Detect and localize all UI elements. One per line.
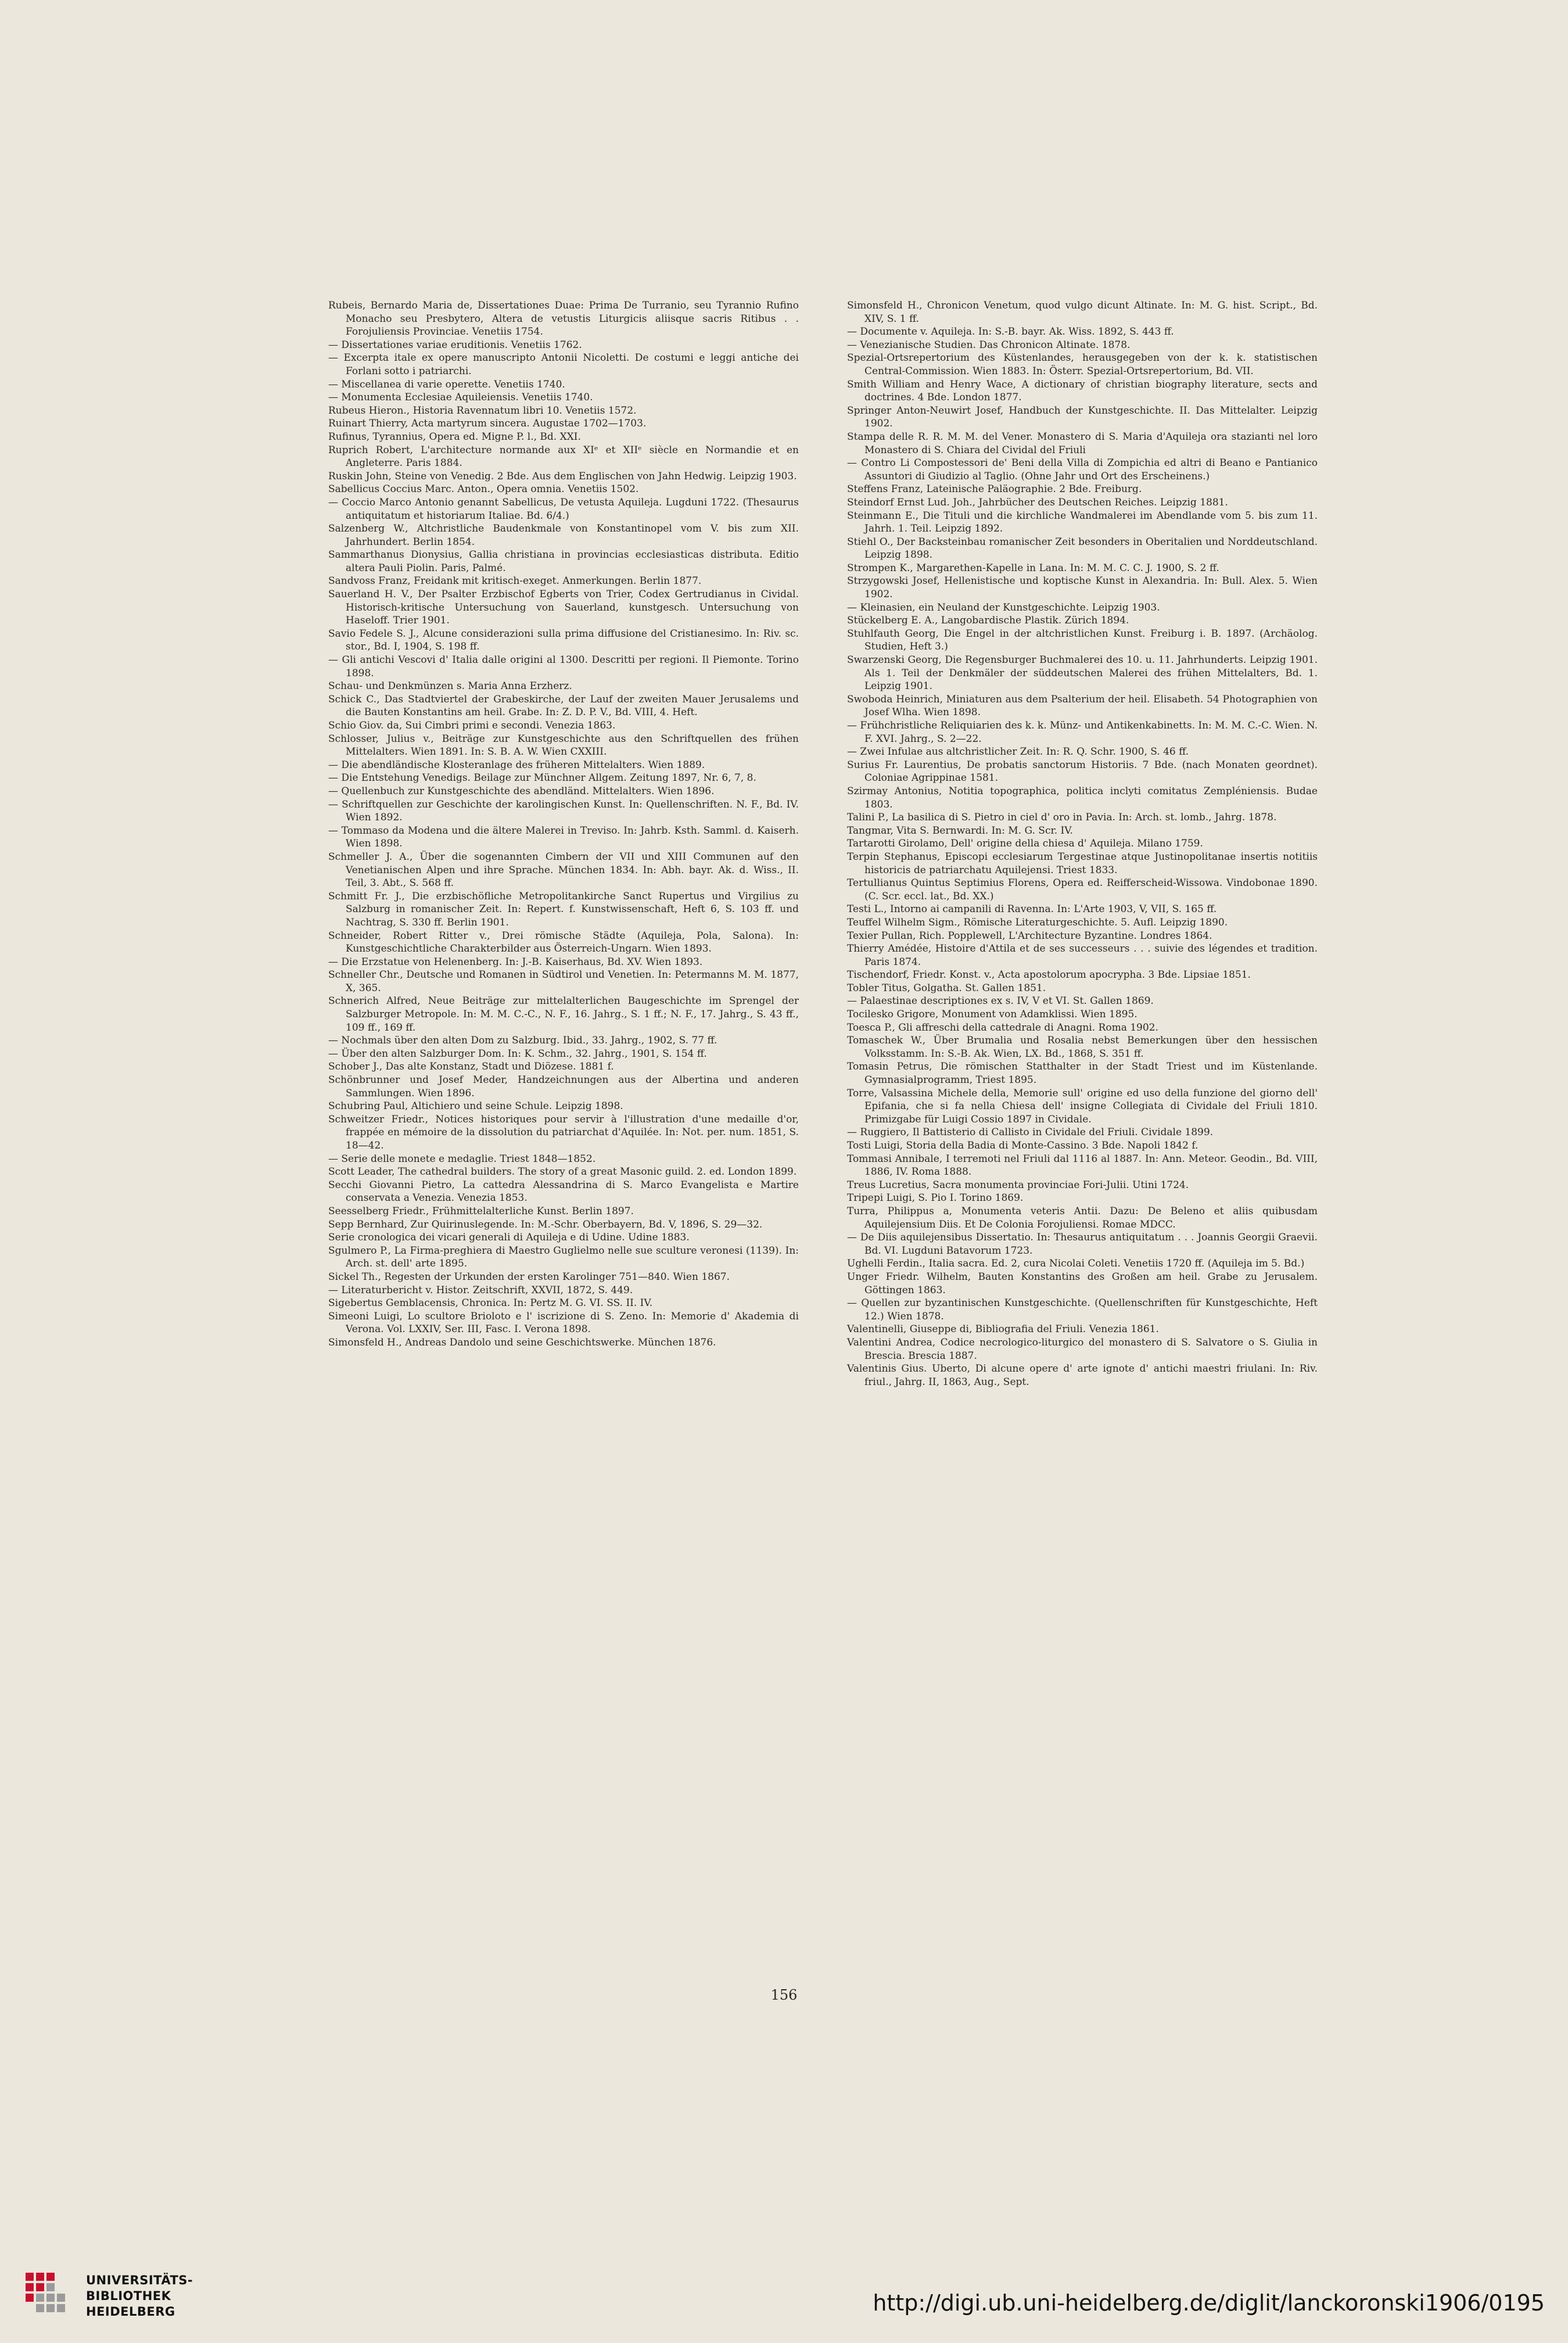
bibliography-entry: Talini P., La basilica di S. Pietro in ciel d' oro in Pavia. In: Arch. st. lomb., Jahrg. 1878. bbox=[847, 812, 1277, 824]
bibliography-entry: — Kleinasien, ein Neuland der Kunstgeschichte. Leipzig 1903. bbox=[847, 601, 1160, 613]
bibliography-entry: — Zwei Infulae aus altchristlicher Zeit. In: R. Q. Schr. 1900, S. 46 ff. bbox=[847, 746, 1189, 758]
bibliography-entry: Strzygowski Josef, Hellenistische und koptische Kunst in Alexandria. In: Bull. Alex. 5. Wien 1902. bbox=[847, 575, 1318, 601]
bibliography-entry: Rubeis, Bernardo Maria de, Dissertationes Duae: Prima De Turranio, seu Tyrannio Rufino Monacho seu Presbytero, Altera de vetustis Liturgicis aliisque sacris Ritibus . . Forojuliensis Provinciae. Venetiis 1754. bbox=[328, 300, 799, 338]
bibliography-entry: Torre, Valsassina Michele della, Memorie sull' origine ed uso della funzione del giorno dell' Epifania, che si fa nella Chiesa dell' insigne Collegiata di Cividale del Friuli 1810. Primizgabe für Luigi Cossio 1897 in Cividale. bbox=[847, 1087, 1318, 1125]
bibliography-entry: — De Diis aquilejensibus Dissertatio. In: Thesaurus antiquitatum . . . Joannis Georgii Graevii. Bd. VI. Lugduni Batavorum 1723. bbox=[847, 1232, 1318, 1257]
bibliography-entry: — Schriftquellen zur Geschichte der karolingischen Kunst. In: Quellenschriften. N. F., Bd. IV. Wien 1892. bbox=[328, 798, 799, 824]
bibliography-entry: Tangmar, Vita S. Bernwardi. In: M. G. Scr. IV. bbox=[847, 824, 1073, 837]
bibliography-entry: — Tommaso da Modena und die ältere Malerei in Treviso. In: Jahrb. Ksth. Samml. d. Kaiserh. Wien 1898. bbox=[328, 824, 799, 850]
bibliography-entry: — Über den alten Salzburger Dom. In: K. Schm., 32. Jahrg., 1901, S. 154 ff. bbox=[328, 1047, 707, 1060]
bibliography-entry: Surius Fr. Laurentius, De probatis sanctorum Historiis. 7 Bde. (nach Monaten geordnet). Coloniae Agrippinae 1581. bbox=[847, 759, 1318, 784]
bibliography-entry: Schober J., Das alte Konstanz, Stadt und Diözese. 1881 f. bbox=[328, 1061, 614, 1073]
bibliography-entry: Sepp Bernhard, Zur Quirinuslegende. In: M.-Schr. Oberbayern, Bd. V, 1896, S. 29—32. bbox=[328, 1218, 763, 1230]
bibliography-entry: — Die Erzstatue von Helenenberg. In: J.-B. Kaiserhaus, Bd. XV. Wien 1893. bbox=[328, 956, 703, 968]
bibliography-entry: Treus Lucretius, Sacra monumenta provinciae Fori-Julii. Utini 1724. bbox=[847, 1179, 1189, 1191]
bibliography-entry: Schnerich Alfred, Neue Beiträge zur mittelalterlichen Baugeschichte im Sprengel der Salzburger Metropole. In: M. M. C.-C., N. F., 16. Jahrg., S. 1 ff.; N. F., 17. Jahrg., S. 43 ff., 109 ff., 169 ff. bbox=[328, 995, 799, 1034]
bibliography-entry: Sauerland H. V., Der Psalter Erzbischof Egberts von Trier, Codex Gertrudianus in Cividal. Historisch-kritische Untersuchung von Sauerland, kunstgesch. Untersuchung von Haseloff. Trier 1901. bbox=[328, 589, 799, 627]
bibliography-entry: Swoboda Heinrich, Miniaturen aus dem Psalterium der heil. Elisabeth. 54 Photographien von Josef Wlha. Wien 1898. bbox=[847, 693, 1318, 719]
bibliography-entry: — Venezianische Studien. Das Chronicon Altinate. 1878. bbox=[847, 339, 1131, 351]
bibliography-entry: Swarzenski Georg, Die Regensburger Buchmalerei des 10. u. 11. Jahrhunderts. Leipzig 1901. Als 1. Teil der Denkmäler der süddeutschen Malerei des frühen Mittelalters, Bd. 1. Leipzig 1901. bbox=[847, 654, 1318, 693]
bibliography-entry: — Coccio Marco Antonio genannt Sabellicus, De vetusta Aquileja. Lugduni 1722. (Thesaurus antiquitatum et historiarum Italiae. Bd. 6/4.) bbox=[328, 496, 799, 522]
bibliography-entry: Turra, Philippus a, Monumenta veteris Antii. Dazu: De Beleno et aliis quibusdam Aquilejensium Diis. Et De Colonia Forojuliensi. Romae MDCC. bbox=[847, 1205, 1318, 1230]
logo-line-3: HEIDELBERG bbox=[86, 2305, 175, 2319]
bibliography-entry: Schau- und Denkmünzen s. Maria Anna Erzherz. bbox=[328, 680, 572, 693]
bibliography-entry: Schick C., Das Stadtviertel der Grabeskirche, der Lauf der zweiten Mauer Jerusalems und die Bauten Konstantins am heil. Grabe. In: Z. D. P. V., Bd. VIII, 4. Heft. bbox=[328, 693, 799, 719]
bibliography-entry: Texier Pullan, Rich. Popplewell, L'Architecture Byzantine. Londres 1864. bbox=[847, 930, 1212, 942]
bibliography-entry: — Frühchristliche Reliquiarien des k. k. Münz- und Antikenkabinetts. In: M. M. C.-C. Wien. N. F. XVI. Jahrg., S. 2—22. bbox=[847, 720, 1318, 745]
bibliography-entry: — Ruggiero, Il Battisterio di Callisto in Cividale del Friuli. Cividale 1899. bbox=[847, 1126, 1214, 1139]
bibliography-entry: Tartarotti Girolamo, Dell' origine della chiesa d' Aquileja. Milano 1759. bbox=[847, 838, 1203, 850]
bibliography-entry: Rubeus Hieron., Historia Ravennatum libri 10. Venetiis 1572. bbox=[328, 404, 637, 417]
right-column bbox=[847, 299, 1318, 1388]
bibliography-entry: Valentinis Gius. Uberto, Di alcune opere d' arte ignote d' antichi maestri friulani. In: Riv. friul., Jahrg. II, 1863, Aug., Sept. bbox=[847, 1363, 1318, 1388]
bibliography-entry: Sabellicus Coccius Marc. Anton., Opera omnia. Venetiis 1502. bbox=[328, 483, 639, 496]
bibliography-entry: Toesca P., Gli affreschi della cattedrale di Anagni. Roma 1902. bbox=[847, 1021, 1158, 1034]
bibliography-entry: Schubring Paul, Altichiero und seine Schule. Leipzig 1898. bbox=[328, 1100, 623, 1113]
bibliography-entry: Simonsfeld H., Chronicon Venetum, quod vulgo dicunt Altinate. In: M. G. hist. Script., Bd. XIV, S. 1 ff. bbox=[847, 300, 1318, 325]
bibliography-entry: Valentinelli, Giuseppe di, Bibliografia del Friuli. Venezia 1861. bbox=[847, 1323, 1159, 1336]
bibliography-entry: Stuhlfauth Georg, Die Engel in der altchristlichen Kunst. Freiburg i. B. 1897. (Archäolog. Studien, Heft 3.) bbox=[847, 627, 1318, 653]
logo-line-1: UNIVERSITÄTS- bbox=[86, 2273, 193, 2287]
heidelberg-logo-icon bbox=[23, 2270, 79, 2326]
bibliography-entry: Tosti Luigi, Storia della Badia di Monte-Cassino. 3 Bde. Napoli 1842 f. bbox=[847, 1140, 1199, 1151]
bibliography-entry: Spezial-Ortsrepertorium des Küstenlandes, herausgegeben von der k. k. statistischen Central-Commission. Wien 1883. In: Österr. Spezial-Ortsrepertorium, Bd. VII. bbox=[847, 352, 1318, 377]
bibliography-entry: Ruinart Thierry, Acta martyrum sincera. Augustae 1702—1703. bbox=[328, 418, 647, 430]
bibliography-entry: Tobler Titus, Golgatha. St. Gallen 1851. bbox=[847, 982, 1046, 994]
logo-line-2: BIBLIOTHEK bbox=[86, 2289, 171, 2303]
bibliography-entry: Tischendorf, Friedr. Konst. v., Acta apostolorum apocrypha. 3 Bde. Lipsiae 1851. bbox=[847, 969, 1251, 981]
bibliography-entry: Springer Anton-Neuwirt Josef, Handbuch der Kunstgeschichte. II. Das Mittelalter. Leipzig 1902. bbox=[847, 404, 1318, 430]
bibliography-entry: — Contro Li Compostessori de' Beni della Villa di Zompichia ed altri di Beano e Pantianico Assuntori di Giudizio al Taglio. (Ohne Jahr und Ort des Erscheinens.) bbox=[847, 457, 1318, 482]
bibliography-entry: Terpin Stephanus, Episcopi ecclesiarum Tergestinae atque Justinopolitanae insertis notitiis historicis de patriarchatu Aquilejensi. Triest 1833. bbox=[847, 851, 1318, 876]
bibliography-entry: Schönbrunner und Josef Meder, Handzeichnungen aus der Albertina und anderen Sammlungen. Wien 1896. bbox=[328, 1074, 799, 1099]
bibliography-entry: Tommasi Annibale, I terremoti nel Friuli dal 1116 al 1887. In: Ann. Meteor. Geodin., Bd. VIII, 1886, IV. Roma 1888. bbox=[847, 1153, 1318, 1178]
bibliography-entry: Testi L., Intorno ai campanili di Ravenna. In: L'Arte 1903, V, VII, S. 165 ff. bbox=[847, 903, 1217, 916]
bibliography-entry: Smith William and Henry Wace, A dictionary of christian biography literature, sects and doctrines. 4 Bde. London 1877. bbox=[847, 378, 1318, 404]
left-column bbox=[328, 299, 799, 1350]
bibliography-entry: — Die abendländische Klosteranlage des früheren Mittelalters. Wien 1889. bbox=[328, 759, 705, 771]
bibliography-entry: — Literaturbericht v. Histor. Zeitschrift, XXVII, 1872, S. 449. bbox=[328, 1284, 633, 1296]
bibliography-entry: Salzenberg W., Altchristliche Baudenkmale von Konstantinopel vom V. bis zum XII. Jahrhundert. Berlin 1854. bbox=[328, 523, 799, 548]
bibliography-entry: Schmeller J. A., Über die sogenannten Cimbern der VII und XIII Communen auf den Venetianischen Alpen und ihre Sprache. München 1834. In: Abh. bayr. Ak. d. Wiss., II. Teil, 3. Abt., S. 568 ff. bbox=[328, 851, 799, 889]
bibliography-entry: Savio Fedele S. J., Alcune considerazioni sulla prima diffusione del Cristianesimo. In: Riv. sc. stor., Bd. I, 1904, S. 198 ff. bbox=[328, 627, 799, 653]
bibliography-entry: Stiehl O., Der Backsteinbau romanischer Zeit besonders in Oberitalien und Norddeutschland. Leipzig 1898. bbox=[847, 536, 1318, 561]
bibliography-entry: Stampa delle R. R. M. M. del Vener. Monastero di S. Maria d'Aquileja ora stazianti nel loro Monastero di S. Chiara del Cividal del Friuli bbox=[847, 430, 1318, 456]
bibliography-entry: Sigebertus Gemblacensis, Chronica. In: Pertz M. G. VI. SS. II. IV. bbox=[328, 1297, 653, 1309]
bibliography-entry: Teuffel Wilhelm Sigm., Römische Literaturgeschichte. 5. Aufl. Leipzig 1890. bbox=[847, 916, 1228, 928]
bibliography-entry: Serie cronologica dei vicari generali di Aquileja e di Udine. Udine 1883. bbox=[328, 1232, 690, 1244]
bibliography-entry: Szirmay Antonius, Notitia topographica, politica inclyti comitatus Zempléniensis. Budae 1803. bbox=[847, 785, 1318, 810]
bibliography-entry: Tertullianus Quintus Septimius Florens, Opera ed. Reifferscheid-Wissowa. Vindobonae 1890. (C. Scr. eccl. lat., Bd. XX.) bbox=[847, 877, 1318, 902]
bibliography-entry: Tripepi Luigi, S. Pio I. Torino 1869. bbox=[847, 1192, 1024, 1204]
bibliography-entry: Schio Giov. da, Sui Cimbri primi e secondi. Venezia 1863. bbox=[328, 720, 616, 731]
bibliography-entry: Sandvoss Franz, Freidank mit kritisch-exeget. Anmerkungen. Berlin 1877. bbox=[328, 575, 702, 587]
bibliography-entry: Steinmann E., Die Tituli und die kirchliche Wandmalerei im Abendlande vom 5. bis zum 11. Jahrh. 1. Teil. Leipzig 1892. bbox=[847, 509, 1318, 535]
bibliography-entry: Sgulmero P., La Firma-preghiera di Maestro Guglielmo nelle sue sculture veronesi (1139). In: Arch. st. dell' arte 1895. bbox=[328, 1244, 799, 1270]
bibliography-entry: — Serie delle monete e medaglie. Triest 1848—1852. bbox=[328, 1153, 596, 1165]
page-number: 156 bbox=[770, 1987, 798, 2003]
bibliography-entry: Unger Friedr. Wilhelm, Bauten Konstantins des Großen am heil. Grabe zu Jerusalem. Göttingen 1863. bbox=[847, 1271, 1318, 1296]
bibliography-entry: Secchi Giovanni Pietro, La cattedra Alessandrina di S. Marco Evangelista e Martire conservata a Venezia. Venezia 1853. bbox=[328, 1179, 799, 1204]
bibliography-entry: — Dissertationes variae eruditionis. Venetiis 1762. bbox=[328, 339, 582, 351]
bibliography-entry: Schneller Chr., Deutsche und Romanen in Südtirol und Venetien. In: Petermanns M. M. 1877, X, 365. bbox=[328, 969, 799, 994]
bibliography-entry: Rufinus, Tyrannius, Opera ed. Migne P. l., Bd. XXI. bbox=[328, 430, 581, 443]
bibliography-entry: Tomasin Petrus, Die römischen Statthalter in der Stadt Triest und im Küstenlande. Gymnasialprogramm, Triest 1895. bbox=[847, 1061, 1318, 1086]
bibliography-entry: Seesselberg Friedr., Frühmittelalterliche Kunst. Berlin 1897. bbox=[328, 1205, 634, 1217]
bibliography-entry: — Gli antichi Vescovi d' Italia dalle origini al 1300. Descritti per regioni. Il Piemonte. Torino 1898. bbox=[328, 654, 799, 679]
bibliography-entry: — Nochmals über den alten Dom zu Salzburg. Ibid., 33. Jahrg., 1902, S. 77 ff. bbox=[328, 1035, 717, 1047]
bibliography-entry: Thierry Amédée, Histoire d'Attila et de ses successeurs . . . suivie des légendes et tradition. Paris 1874. bbox=[847, 943, 1318, 968]
bibliography-entry: — Die Entstehung Venedigs. Beilage zur Münchner Allgem. Zeitung 1897, Nr. 6, 7, 8. bbox=[328, 772, 756, 784]
bibliography-entry: Sammarthanus Dionysius, Gallia christiana in provincias ecclesiasticas distributa. Editio altera Pauli Piolin. Paris, Palmé. bbox=[328, 549, 799, 574]
bibliography-entry: Ruskin John, Steine von Venedig. 2 Bde. Aus dem Englischen von Jahn Hedwig. Leipzig 1903. bbox=[328, 470, 797, 482]
bibliography-entry: Tomaschek W., Über Brumalia und Rosalia nebst Bemerkungen über den hessischen Volksstamm. In: S.-B. Ak. Wien, LX. Bd., 1868, S. 351 ff. bbox=[847, 1035, 1318, 1060]
bibliography-entry: Schlosser, Julius v., Beiträge zur Kunstgeschichte aus den Schriftquellen des frühen Mittelalters. Wien 1891. In: S. B. A. W. Wien CXXIII. bbox=[328, 733, 799, 758]
bibliography-entry: Tocilesko Grigore, Monument von Adamklissi. Wien 1895. bbox=[847, 1009, 1138, 1021]
bibliography-entry: Valentini Andrea, Codice necrologico-liturgico del monastero di S. Salvatore o S. Giulia in Brescia. Brescia 1887. bbox=[847, 1336, 1318, 1362]
source-url-link[interactable]: http://digi.ub.uni-heidelberg.de/diglit/lanckoronski1906/0195 bbox=[873, 2290, 1545, 2316]
bibliography-entry: Simonsfeld H., Andreas Dandolo und seine Geschichtswerke. München 1876. bbox=[328, 1336, 716, 1348]
bibliography-entry: Sickel Th., Regesten der Urkunden der ersten Karolinger 751—840. Wien 1867. bbox=[328, 1271, 730, 1283]
bibliography-entry: Ughelli Ferdin., Italia sacra. Ed. 2, cura Nicolai Coleti. Venetiis 1720 ff. (Aquileja im 5. Bd.) bbox=[847, 1258, 1305, 1270]
bibliography-entry: Schweitzer Friedr., Notices historiques pour servir à l'illustration d'une medaille d'or, frappée en mémoire de la dissolution du patriarchat d'Aquilée. In: Not. per. num. 1851, S. 18—42. bbox=[328, 1113, 799, 1151]
bibliography-entry: Schneider, Robert Ritter v., Drei römische Städte (Aquileja, Pola, Salona). In: Kunstgeschichtliche Charakterbilder aus Österreich-Ungarn. Wien 1893. bbox=[328, 930, 799, 955]
bibliography-entry: Strompen K., Margarethen-Kapelle in Lana. In: M. M. C. C. J. 1900, S. 2 ff. bbox=[847, 562, 1219, 574]
bibliography-entry: — Monumenta Ecclesiae Aquileiensis. Venetiis 1740. bbox=[328, 392, 593, 404]
bibliography-entry: Ruprich Robert, L'architecture normande aux XIᵉ et XIIᵉ siècle en Normandie et en Angleterre. Paris 1884. bbox=[328, 444, 799, 469]
bibliography-entry: Steffens Franz, Lateinische Paläographie. 2 Bde. Freiburg. bbox=[847, 483, 1142, 496]
bibliography-entry: Simeoni Luigi, Lo scultore Brioloto e l' iscrizione di S. Zeno. In: Memorie d' Akademia di Verona. Vol. LXXIV, Ser. III, Fasc. I. Verona 1898. bbox=[328, 1310, 799, 1336]
bibliography-entry: Scott Leader, The cathedral builders. The story of a great Masonic guild. 2. ed. London 1899. bbox=[328, 1166, 797, 1178]
bibliography-entry: — Quellenbuch zur Kunstgeschichte des abendländ. Mittelalters. Wien 1896. bbox=[328, 785, 715, 797]
logo-text bbox=[86, 2273, 193, 2320]
bibliography-entry: Schmitt Fr. J., Die erzbischöfliche Metropolitankirche Sanct Rupertus und Virgilius zu Salzburg in romanischer Zeit. In: Repert. f. Kunstwissenschaft, Heft 6, S. 103 ff. und Nachtrag, S. 330 ff. Berlin 1901. bbox=[328, 890, 799, 928]
bibliography-entry: — Palaestinae descriptiones ex s. IV, V et VI. St. Gallen 1869. bbox=[847, 995, 1154, 1007]
bibliography-entry: — Miscellanea di varie operette. Venetiis 1740. bbox=[328, 378, 565, 390]
bibliography-entry: — Excerpta itale ex opere manuscripto Antonii Nicoletti. De costumi e leggi antiche dei Forlani sotto i patriarchi. bbox=[328, 352, 799, 377]
bibliography-entry: Stückelberg E. A., Langobardische Plastik. Zürich 1894. bbox=[847, 615, 1129, 627]
bibliography-entry: — Quellen zur byzantinischen Kunstgeschichte. (Quellenschriften für Kunstgeschichte, Heft 12.) Wien 1878. bbox=[847, 1297, 1318, 1322]
bibliography-entry: Steindorf Ernst Lud. Joh., Jahrbücher des Deutschen Reiches. Leipzig 1881. bbox=[847, 496, 1228, 508]
bibliography-entry: — Documente v. Aquileja. In: S.-B. bayr. Ak. Wiss. 1892, S. 443 ff. bbox=[847, 326, 1174, 338]
university-library-logo[interactable] bbox=[23, 2266, 221, 2330]
